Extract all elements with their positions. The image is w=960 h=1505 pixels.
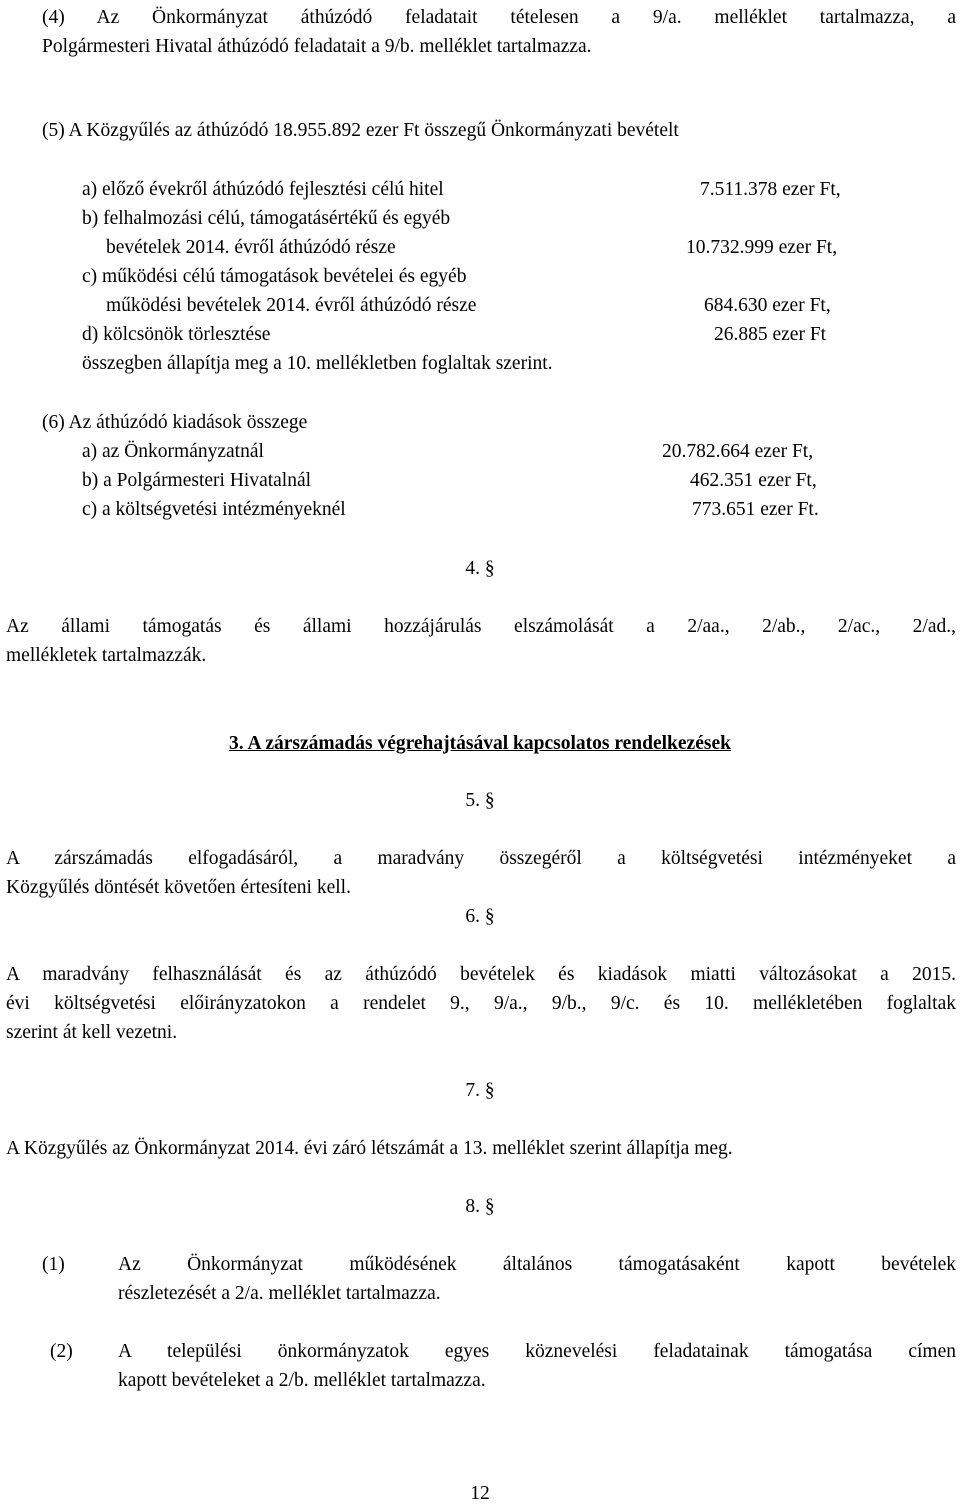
s7-line1: A Közgyűlés az Önkormányzat 2014. évi záró létszámát a 13. melléklet szerint állapítja meg. [6, 1138, 733, 1159]
p6-c-label: c) a költségvetési intézményeknél [82, 499, 346, 520]
p5-a-value: 7.511.378 ezer Ft, [700, 179, 841, 200]
p6-a-label: a) az Önkormányzatnál [82, 441, 264, 462]
s4-line2: mellékletek tartalmazzák. [6, 645, 207, 666]
section-7-heading: 7. § [465, 1080, 495, 1101]
s6-line2: évi költségvetési előirányzatokon a rendelet 9., 9/a., 9/b., 9/c. és 10. mellékletében foglaltak [6, 993, 956, 1014]
p6-c-value: 773.651 ezer Ft. [692, 499, 819, 520]
p4-line1: (4) Az Önkormányzat áthúzódó feladatait tételesen a 9/a. melléklet tartalmazza, a [42, 7, 956, 28]
section-6-heading: 6. § [465, 906, 495, 927]
s8-item1-line1: Az Önkormányzat működésének általános támogatásaként kapott bevételek [118, 1254, 956, 1275]
s6-line1: A maradvány felhasználását és az áthúzódó bevételek és kiadások miatti változásokat a 2015. [6, 964, 956, 985]
p6-intro: (6) Az áthúzódó kiadások összege [42, 412, 308, 433]
s4-line1: Az állami támogatás és állami hozzájárulás elszámolását a 2/aa., 2/ab., 2/ac., 2/ad., [6, 616, 956, 637]
p6-b-value: 462.351 ezer Ft, [690, 470, 817, 491]
p5-b-label1: b) felhalmozási célú, támogatásértékű és egyéb [82, 208, 451, 229]
s5-line2: Közgyűlés döntését követően értesíteni kell. [6, 877, 351, 898]
p6-b-label: b) a Polgármesteri Hivatalnál [82, 470, 312, 491]
s8-item2-num: (2) [50, 1341, 73, 1362]
page-number: 12 [470, 1483, 490, 1504]
p4-line2: Polgármesteri Hivatal áthúzódó feladatait a 9/b. melléklet tartalmazza. [42, 36, 592, 57]
p5-d-label: d) kölcsönök törlesztése [82, 324, 271, 345]
s8-item1-num: (1) [42, 1254, 65, 1275]
s8-item2-line2: kapott bevételeket a 2/b. melléklet tartalmazza. [118, 1370, 486, 1391]
s5-line1: A zárszámadás elfogadásáról, a maradvány összegéről a költségvetési intézményeket a [6, 848, 956, 869]
p5-c-label2: működési bevételek 2014. évről áthúzódó része [106, 295, 477, 316]
section-5-heading: 5. § [465, 790, 495, 811]
p5-c-label1: c) működési célú támogatások bevételei és egyéb [82, 266, 467, 287]
p5-b-label2: bevételek 2014. évről áthúzódó része [106, 237, 396, 258]
s6-line3: szerint át kell vezetni. [6, 1022, 178, 1043]
p5-c-value: 684.630 ezer Ft, [704, 295, 831, 316]
p5-b-value: 10.732.999 ezer Ft, [686, 237, 838, 258]
p6-a-value: 20.782.664 ezer Ft, [662, 441, 814, 462]
section-8-heading: 8. § [465, 1196, 495, 1217]
p5-intro: (5) A Közgyűlés az áthúzódó 18.955.892 ezer Ft összegű Önkormányzati bevételt [42, 120, 679, 141]
p5-a-label: a) előző évekről áthúzódó fejlesztési célú hitel [82, 179, 444, 200]
chapter-3-title: 3. A zárszámadás végrehajtásával kapcsolatos rendelkezések [229, 733, 731, 754]
p5-closing: összegben állapítja meg a 10. mellékletben foglaltak szerint. [82, 353, 553, 374]
section-4-heading: 4. § [465, 558, 495, 579]
s8-item1-line2: részletezését a 2/a. melléklet tartalmazza. [118, 1283, 441, 1304]
s8-item2-line1: A települési önkormányzatok egyes köznevelési feladatainak támogatása címen [118, 1341, 956, 1362]
p5-d-value: 26.885 ezer Ft [714, 324, 827, 345]
